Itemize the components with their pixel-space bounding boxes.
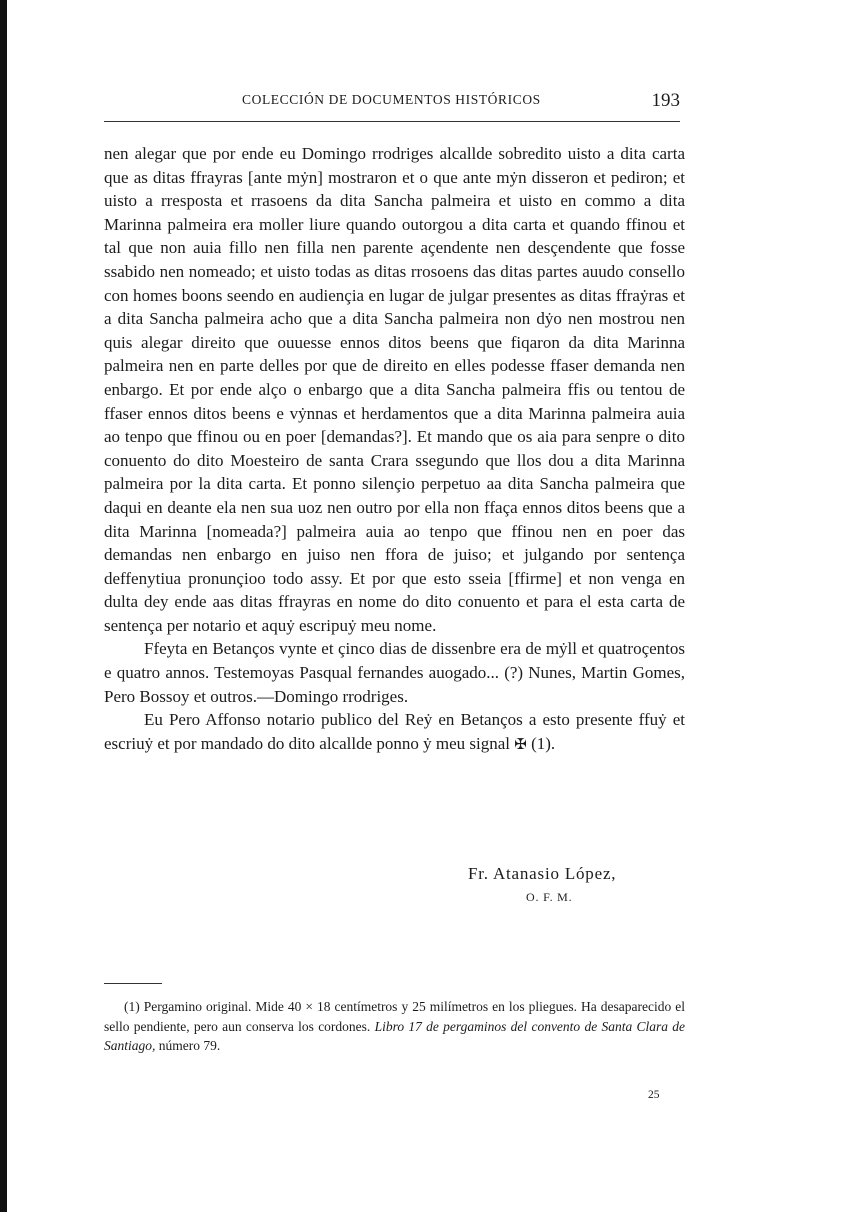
paragraph-3-text: Eu Pero Affonso notario publico del Reẏ en Betanços a esto presente ffuẏ et escriuẏ et por mandado do dito alcallde ponno ẏ meu signal: [104, 710, 685, 753]
footnote-citation: Libro 17 de pergaminos del convento de Santa Clara de Santiago,: [104, 1018, 686, 1053]
running-title: COLECCIÓN DE DOCUMENTOS HISTÓRICOS: [242, 92, 541, 107]
author-order: O. F. M.: [526, 890, 573, 904]
paragraph-1: nen alegar que por ende eu Domingo rrodriges alcallde sobredito uisto a dita carta que as ditas ffrayras [ante mẏn] mostraron et o que ante mẏn disseron et pediron; et uisto a rresposta et rrasoens da dita Sancha palmeira et uisto en commo a dita Marinna palmeira era moller liure quando outorgou a dita carta et quando ffinou et tal que non auia fillo nen filla nen parente açendente nen desçendente que fosse ssabido nen nomeado; et uisto todas as ditas rrosoens das ditas partes auudo consello con homes boons seendo en audiençia en lugar de julgar presentes as ditas ffraẏras et a dita Sancha palmeira acho que a dita Sancha palmeira non dẏo nen mostrou nen quis alegar direito que ouuesse ennos ditos beens que fiqaron da dita Marinna palmeira nen en parte delles por que de direito en elles podesse ffaser demanda nen enbargo. Et por ende alço o enbargo que a dita Sancha palmeira ffis ou tentou de ffaser ennos ditos beens e vẏnnas et herdamentos que a dita Marinna palmeira auia ao tenpo que ffinou ou en poer [demandas?]. Et mando que os aia para senpre o dito conuento do dito Moesteiro de santa Crara ssegundo que llos dou a dita Marinna palmeira por la dita carta. Et ponno silençio perpetuo aa dita Sancha palmeira que daqui en deante ela nen sua uoz nen outro por ella non ffaça ennos ditos beens que a dita Marinna [nomeada?] palmeira auia ao tenpo que ffinou nen en poer das demandas nen enbargo en juiso nen ffora de juiso; et julgando por sentença deffenytiua pronunçioo todo assy. Et por que esto sseia [ffirme] et non venga en dulta dey ende aas ditas ffrayras en nome do dito conuento et para el esta carta de sentença per notario et aquẏ escripuẏ meu nome.: [104, 144, 685, 635]
running-header: [104, 92, 684, 118]
footnote-text: (1) Pergamino original. Mide 40 × 18 centímetros y 25 milímetros en los pliegues. Ha desaparecido el sello pendiente, pero aun conserva los cordones.: [104, 999, 685, 1034]
sheet-signature-number: 25: [648, 1089, 660, 1101]
footnote-number: número 79.: [158, 1038, 221, 1053]
footnote-rule: [104, 983, 162, 984]
footnote-reference: (1).: [531, 733, 556, 753]
scan-left-edge: [0, 0, 7, 1212]
author-signature: [468, 864, 688, 905]
document-body: [104, 142, 685, 757]
notary-signal-cross-icon: ✠: [514, 736, 527, 753]
paragraph-2: Ffeyta en Betanços vynte et çinco dias de dissenbre era de mẏll et quatroçentos e quatro annos. Testemoyas Pasqual fernandes auogado... (?) Nunes, Martin Gomes, Pero Bossoy et outros.—Domingo rrodriges.: [104, 639, 685, 706]
author-name: Fr. Atanasio López,: [468, 864, 617, 883]
header-rule: [104, 121, 680, 122]
footnote: [104, 997, 685, 1056]
page-number: 193: [651, 90, 680, 111]
paragraph-3: [104, 708, 685, 757]
